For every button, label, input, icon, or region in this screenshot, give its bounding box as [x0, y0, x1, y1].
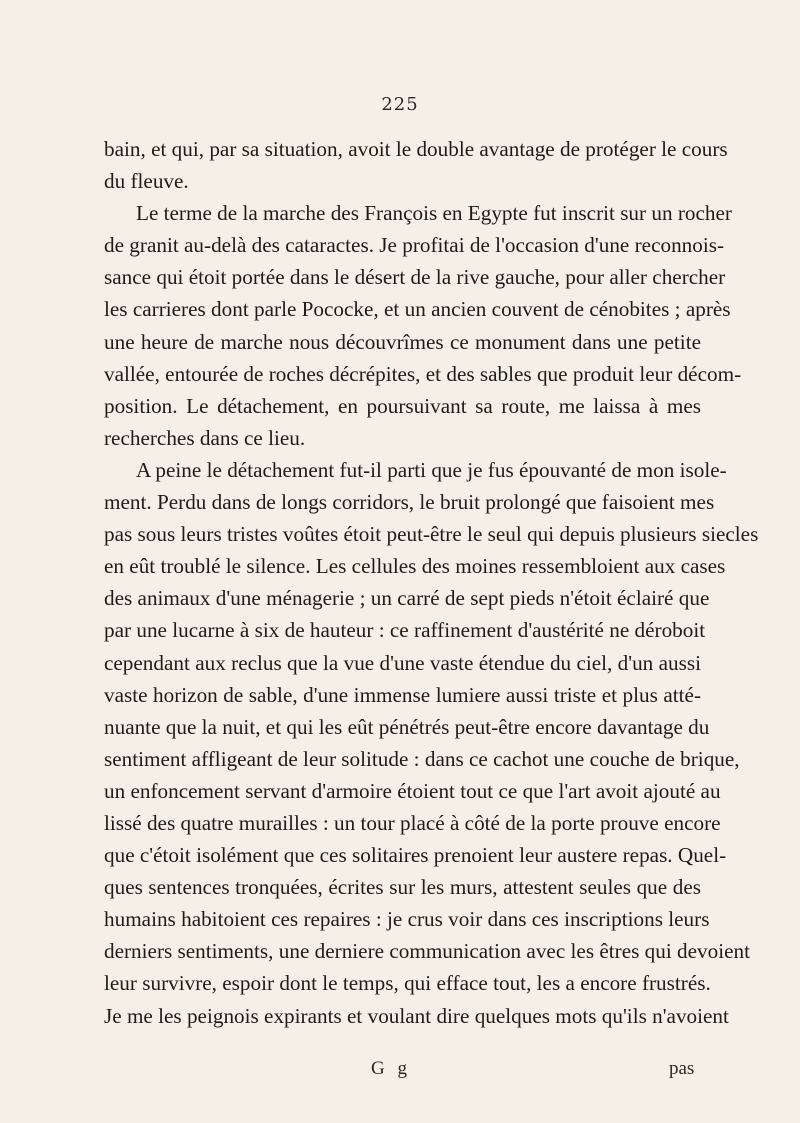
text-line: les carrieres dont parle Pococke, et un ancien couvent de cénobites ; après [104, 297, 731, 322]
text-line: lissé des quatre murailles : un tour placé à côté de la porte prouve encore [104, 810, 721, 835]
text-line: A peine le détachement fut-il parti que je fus épouvanté de mon isole- [136, 457, 727, 482]
signature-mark: G g [371, 1058, 411, 1079]
text-line: sance qui étoit portée dans le désert de la rive gauche, pour aller chercher [104, 265, 726, 290]
text-line: nuante que la nuit, et qui les eût pénétrés peut-être encore davantage du [104, 714, 710, 739]
catchword: pas [669, 1058, 695, 1079]
text-line: de granit au-delà des cataractes. Je profitai de l'occasion d'une reconnois- [104, 233, 725, 258]
text-line: vaste horizon de sable, d'une immense lumiere aussi triste et plus atté- [104, 682, 701, 707]
body-text [104, 133, 759, 1032]
text-line: recherches dans ce lieu. [104, 425, 306, 450]
text-line: Je me les peignois expirants et voulant dire quelques mots qu'ils n'avoient [104, 1003, 729, 1028]
page-number: 225 [381, 94, 419, 115]
text-line: Le terme de la marche des François en Egypte fut inscrit sur un rocher [136, 201, 732, 226]
text-line: cependant aux reclus que la vue d'une vaste étendue du ciel, d'un aussi [104, 650, 701, 675]
text-line: que c'étoit isolément que ces solitaires prenoient leur austere repas. Quel- [104, 843, 727, 868]
text-line: derniers sentiments, une derniere communication avec les êtres qui devoient [104, 939, 750, 964]
text-line: leur survivre, espoir dont le temps, qui efface tout, les a encore frustrés. [104, 971, 711, 996]
text-line: ment. Perdu dans de longs corridors, le bruit prolongé que faisoient mes [104, 490, 715, 515]
text-line: des animaux d'une ménagerie ; un carré de sept pieds n'étoit éclairé que [104, 586, 710, 611]
text-line: position. Le détachement, en poursuivant sa route, me laissa à mes [104, 393, 701, 418]
text-line: humains habitoient ces repaires : je crus voir dans ces inscriptions leurs [104, 907, 710, 932]
text-line: pas sous leurs tristes voûtes étoit peut-être le seul qui depuis plusieurs siecles [104, 522, 759, 547]
text-line: ques sentences tronquées, écrites sur les murs, attestent seules que des [104, 875, 701, 900]
text-line: vallée, entourée de roches décrépites, et des sables que produit leur décom- [104, 361, 742, 386]
text-line: en eût troublé le silence. Les cellules des moines ressembloient aux cases [104, 554, 726, 579]
text-line: une heure de marche nous découvrîmes ce monument dans une petite [104, 329, 701, 354]
text-line: un enfoncement servant d'armoire étoient tout ce que l'art avoit ajouté au [104, 778, 721, 803]
text-line: par une lucarne à six de hauteur : ce raffinement d'austérité ne déroboit [104, 618, 706, 643]
text-line: bain, et qui, par sa situation, avoit le double avantage de protéger le cours [104, 137, 728, 161]
text-line: sentiment affligeant de leur solitude : dans ce cachot une couche de brique, [104, 746, 740, 771]
text-line: du fleuve. [104, 169, 189, 194]
